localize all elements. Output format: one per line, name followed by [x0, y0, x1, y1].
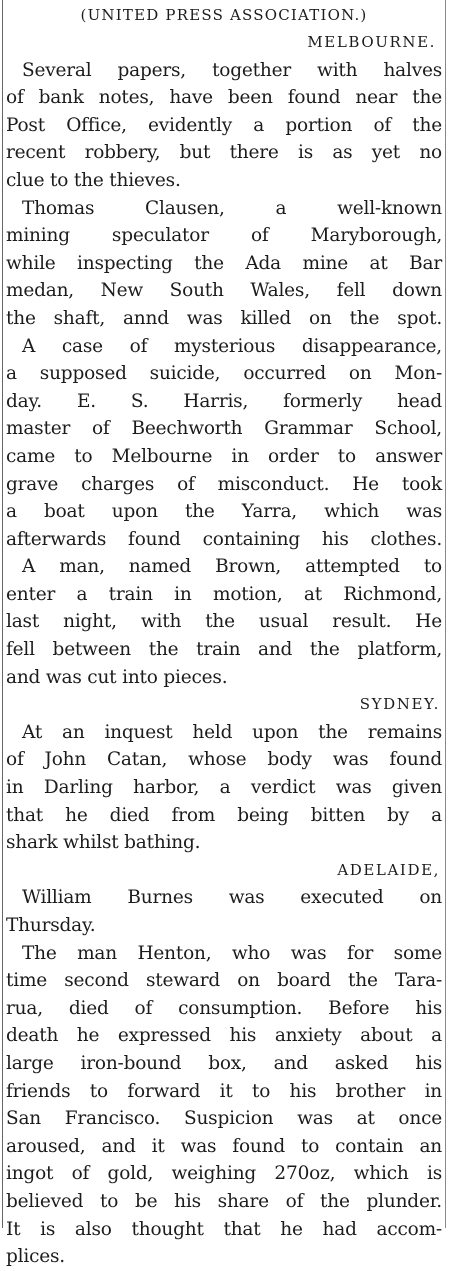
text-line: time second steward on board the Tara-: [6, 970, 442, 992]
article-column: [6, 2, 442, 1271]
text-line: a supposed suicide, occurred on Mon-: [6, 363, 442, 385]
paragraph: [6, 940, 442, 1271]
text-line: rua, died of consumption. Before his: [6, 997, 442, 1019]
paragraph: [6, 333, 442, 554]
text-line: friends to forward it to his brother in: [6, 1080, 442, 1102]
text-line: of John Catan, whose body was found: [6, 749, 442, 771]
text-line: afterwards found containing his clothes.: [6, 528, 442, 550]
text-line: believed to be his share of the plunder.: [6, 1190, 442, 1212]
text-line: aroused, and it was found to contain an: [6, 1135, 442, 1157]
column-rule-left: [2, 0, 3, 1228]
text-line: last night, with the usual result. He: [6, 611, 442, 633]
agency-header: (UNITED PRESS ASSOCIATION.): [80, 6, 368, 24]
text-line: the shaft, annd was killed on the spot.: [6, 307, 442, 329]
text-line: of bank notes, have been found near the: [6, 87, 442, 109]
text-line: and was cut into pieces.: [6, 666, 228, 688]
text-line: Thursday.: [6, 915, 96, 936]
text-line: death he expressed his anxiety about a: [6, 1025, 442, 1047]
text-line: A case of mysterious disappearance,: [22, 335, 442, 357]
text-line: plices.: [6, 1246, 65, 1268]
dateline-sydney: SYDNEY.: [359, 695, 440, 714]
text-line: ingot of gold, weighing 270oz, which is: [6, 1163, 442, 1185]
dateline-adelaide: ADELAIDE,: [337, 860, 440, 879]
dateline-melbourne: MELBOURNE.: [307, 33, 436, 51]
text-line: fell between the train and the platform,: [6, 639, 442, 661]
text-line: recent robbery, but there is as yet no: [6, 142, 442, 164]
paragraph: [6, 195, 442, 333]
text-line: Thomas Clausen, a well-known: [22, 197, 442, 219]
text-line: master of Beechworth Grammar School,: [6, 418, 442, 440]
paragraph: [6, 57, 442, 195]
text-line: San Francisco. Suspicion was at once: [6, 1108, 442, 1130]
text-line: At an inquest held upon the remains: [22, 721, 442, 743]
text-line: that he died from being bitten by a: [6, 804, 442, 826]
text-line: The man Henton, who was for some: [22, 942, 442, 964]
paragraph: [6, 719, 442, 857]
text-line: Post Office, evidently a portion of the: [6, 114, 442, 136]
text-line: enter a train in motion, at Richmond,: [6, 583, 442, 605]
text-line: mining speculator of Maryborough,: [6, 225, 442, 247]
paragraph: [6, 884, 442, 939]
text-line: a boat upon the Yarra, which was: [6, 501, 442, 523]
text-line: grave charges of misconduct. He took: [6, 473, 442, 495]
text-line: medan, New South Wales, fell down: [6, 280, 442, 302]
text-line: William Burnes was executed on: [22, 887, 442, 909]
paragraph: [6, 553, 442, 691]
text-line: large iron-bound box, and asked his: [6, 1052, 442, 1074]
text-line: in Darling harbor, a verdict was given: [6, 777, 442, 799]
text-line: A man, named Brown, attempted to: [22, 556, 442, 578]
text-line: day. E. S. Harris, formerly head: [6, 390, 442, 412]
text-line: Several papers, together with halves: [22, 59, 442, 81]
text-line: It is also thought that he had accom-: [6, 1218, 442, 1240]
text-line: while inspecting the Ada mine at Bar: [6, 252, 442, 274]
column-rule-right: [445, 0, 446, 1228]
text-line: clue to the thieves.: [6, 169, 181, 191]
text-line: came to Melbourne in order to answer: [6, 445, 442, 467]
text-line: shark whilst bathing.: [6, 832, 201, 854]
